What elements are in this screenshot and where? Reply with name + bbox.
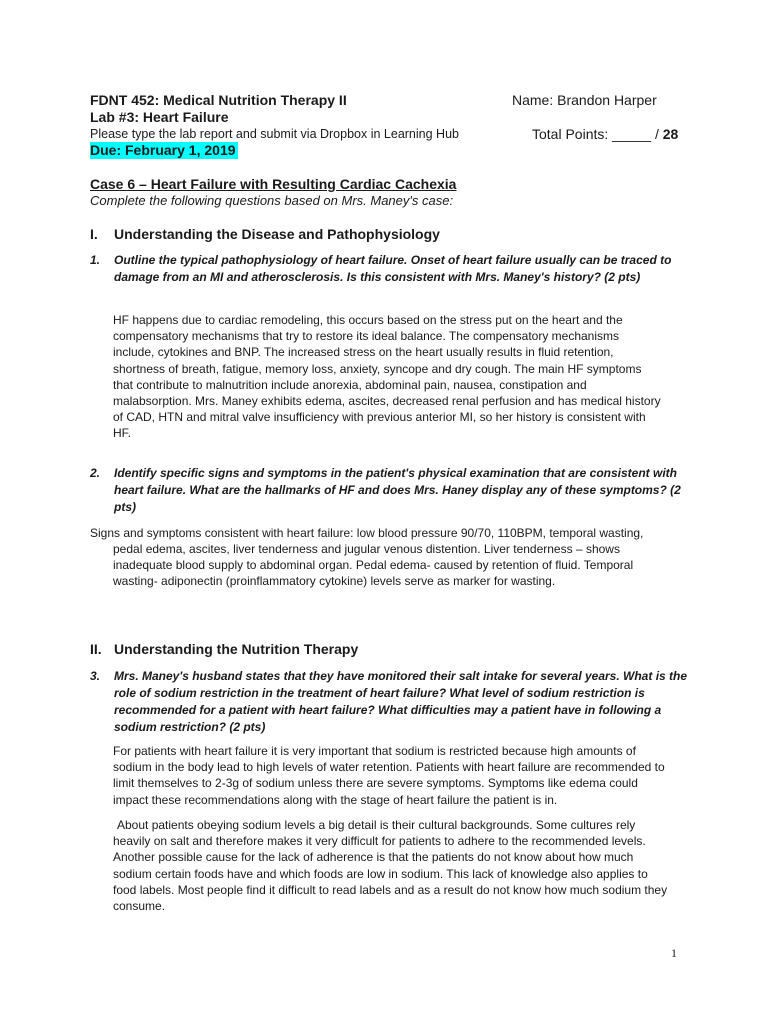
section-title: Understanding the Disease and Pathophysiology bbox=[114, 226, 440, 242]
section-heading-2 bbox=[90, 641, 358, 657]
answer-2-first-line: Signs and symptoms consistent with heart failure: low blood pressure 90/70, 110BPM, temporal wasting, bbox=[90, 526, 644, 540]
answer-2-rest: pedal edema, ascites, liver tenderness and jugular venous distention. Liver tenderness – shows inadequate blood supply to abdominal organ. Pedal edema- caused by retention of fluid. Temporal wasting- adiponectin (proinflammatory cytokine) levels serve as marker for wasting. bbox=[113, 542, 634, 589]
question-number: 3. bbox=[90, 669, 101, 683]
student-name: Name: Brandon Harper bbox=[512, 92, 657, 108]
question-2 bbox=[90, 465, 690, 516]
submission-instructions: Please type the lab report and submit via Dropbox in Learning Hub bbox=[90, 127, 459, 141]
total-points-label: Total Points: _____ / bbox=[532, 126, 659, 142]
answer-3-paragraph-2: About patients obeying sodium levels a big detail is their cultural backgrounds. Some cultures rely heavily on salt and therefore makes it very difficult for patients to adhere to the recommended levels. Another possible cause for the lack of adherence is that the patients do not know about how much sodium certain foods have and which foods are low in sodium. This lack of knowledge also applies to food labels. Most people find it difficult to read labels and as a result do not know how much sodium they consume. bbox=[113, 818, 668, 914]
total-points-value: 28 bbox=[662, 126, 679, 142]
page-number: 1 bbox=[671, 946, 677, 960]
question-text: Outline the typical pathophysiology of heart failure. Onset of heart failure usually can be traced to damage from an MI and atherosclerosis. Is this consistent with Mrs. Maney's history? (2 pts) bbox=[114, 253, 672, 284]
total-points bbox=[532, 126, 678, 142]
section-number: I. bbox=[90, 226, 98, 242]
course-title: FDNT 452: Medical Nutrition Therapy II bbox=[90, 92, 347, 108]
question-text: Mrs. Maney's husband states that they have monitored their salt intake for several years. What is the role of sodium restriction in the treatment of heart failure? What level of sodium restriction is recommended for a patient with heart failure? What difficulties may a patient have in following a sodium restriction? (2 pts) bbox=[114, 669, 688, 734]
section-number: II. bbox=[90, 641, 102, 657]
question-3 bbox=[90, 668, 694, 736]
question-text: Identify specific signs and symptoms in the patient's physical examination that are consistent with heart failure. What are the hallmarks of HF and does Mrs. Haney display any of these symptoms? (2 pts) bbox=[114, 466, 681, 514]
case-title: Case 6 – Heart Failure with Resulting Cardiac Cachexia bbox=[90, 176, 457, 192]
question-1 bbox=[90, 252, 690, 286]
answer-3-paragraph-1: For patients with heart failure it is very important that sodium is restricted because high amounts of sodium in the body lead to high levels of water retention. Patients with heart failure are recommended to limit themselves to 2-3g of sodium unless there are severe symptoms. Symptoms like edema could impact these recommendations along with the stage of heart failure the patient is in. bbox=[113, 744, 665, 807]
section-title: Understanding the Nutrition Therapy bbox=[114, 641, 359, 657]
section-heading-1 bbox=[90, 226, 440, 242]
question-number: 2. bbox=[90, 466, 101, 480]
case-subtitle: Complete the following questions based on Mrs. Maney's case: bbox=[90, 193, 454, 208]
lab-title: Lab #3: Heart Failure bbox=[90, 109, 229, 125]
question-number: 1. bbox=[90, 253, 101, 267]
due-date: Due: February 1, 2019 bbox=[90, 142, 236, 158]
answer-1: HF happens due to cardiac remodeling, this occurs based on the stress put on the heart and the compensatory mechanisms that try to restore its ideal balance. The compensatory mechanisms include, cytokines and BNP. The increased stress on the heart usually results in fluid retention, shortness of breath, fatigue, memory loss, anxiety, syncope and dry cough. The main HF symptoms that contribute to malnutrition include anorexia, abdominal pain, nausea, constipation and malabsorption. Mrs. Maney exhibits edema, ascites, decreased renal perfusion and has medical history of CAD, HTN and mitral valve insufficiency with previous anterior MI, so her history is consistent with HF. bbox=[113, 313, 661, 441]
